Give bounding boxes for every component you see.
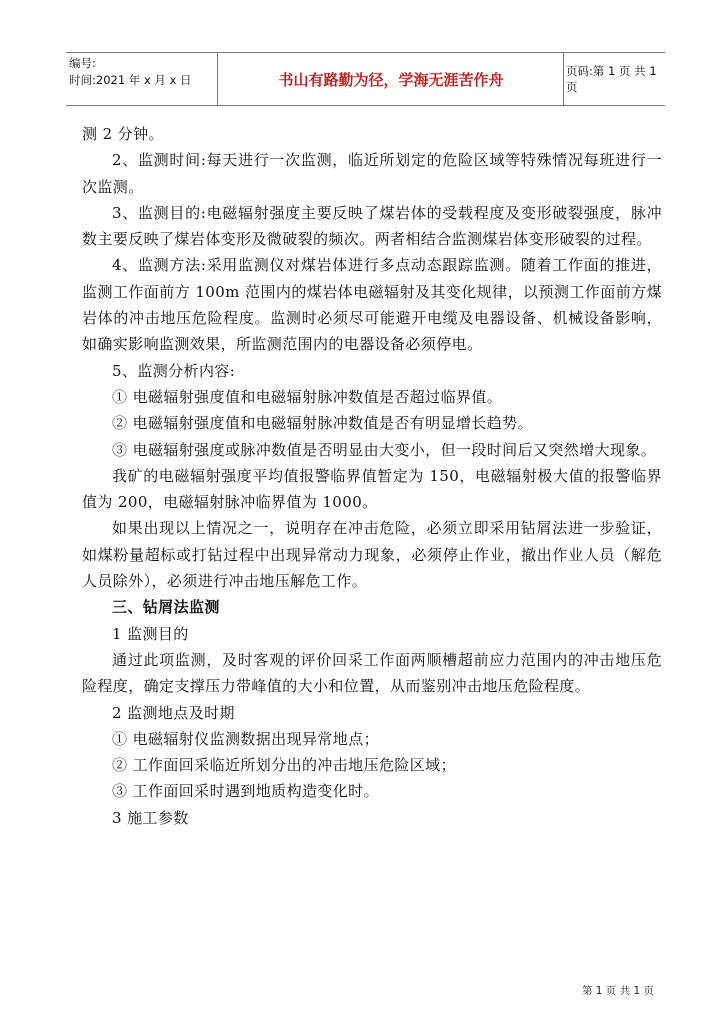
paragraph: 4、监测方法:采用监测仪对煤岩体进行多点动态跟踪监测。随着工作面的推进，监测工作面前方 100m 范围内的煤岩体电磁辐射及其变化规律，以预测工作面前方煤岩体的冲击地压危险程度。监测时必须尽可能避开电缆及电器设备、机械设备影响，如确实影响监测效果，所监测范围内的电器设备必须停电。 <box>82 256 662 354</box>
document-body <box>82 121 662 831</box>
number-label: 编号: <box>69 56 96 70</box>
paragraph: 2、监测时间:每天进行一次监测，临近所划定的危险区域等特殊情况每班进行一次监测。 <box>82 151 662 196</box>
list-item: ③ 电磁辐射强度或脉冲数值是否明显由大变小，但一段时间后又突然增大现象。 <box>112 440 657 459</box>
header-divider <box>563 53 564 105</box>
header-table <box>66 52 665 106</box>
section-heading: 三、钻屑法监测 <box>112 598 220 617</box>
paragraph: 5、监测分析内容: <box>112 361 236 380</box>
header-motto: 书山有路勤为径，学海无涯苦作舟 <box>278 70 504 89</box>
list-item: ① 电磁辐射仪监测数据出现异常地点； <box>112 729 379 748</box>
list-item: ③ 工作面回采时遇到地质构造变化时。 <box>112 782 379 801</box>
header-left-cell <box>69 55 219 89</box>
paragraph: 3、监测目的:电磁辐射强度主要反映了煤岩体的受载程度及变形破裂强度，脉冲数主要反映了煤岩体变形及微破裂的频次。两者相结合监测煤岩体变形破裂的过程。 <box>82 203 662 249</box>
list-item: ① 电磁辐射强度值和电磁辐射脉冲数值是否超过临界值。 <box>112 387 503 406</box>
list-item: ② 电磁辐射强度值和电磁辐射脉冲数值是否有明显增长趋势。 <box>112 414 533 433</box>
list-item: ② 工作面回采临近所划分出的冲击地压危险区域； <box>112 756 456 775</box>
header-page-info: 页码:第 1 页 共 1 页 <box>566 64 657 94</box>
paragraph: 通过此项监测，及时客观的评价回采工作面两顺槽超前应力范围内的冲击地压危险程度，确定支撑压力带峰值的大小和位置，从而鉴别冲击地压危险程度。 <box>82 650 662 696</box>
header-divider <box>217 53 218 105</box>
paragraph: 我矿的电磁辐射强度平均值报警临界值暂定为 150，电磁辐射极大值的报警临界值为 200，电磁辐射脉冲临界值为 1000。 <box>82 466 662 512</box>
time-label: 时间:2021 年 x 月 x 日 <box>69 73 192 87</box>
footer-page-number: 第 1 页 共 1 页 <box>581 985 654 997</box>
subheading: 1 监测目的 <box>112 624 189 643</box>
paragraph: 测 2 分钟。 <box>82 125 164 143</box>
subheading: 3 施工参数 <box>112 808 189 827</box>
paragraph: 如果出现以上情况之一，说明存在冲击危险，必须立即采用钻屑法进一步验证，如煤粉量超标或打钻过程中出现异常动力现象，必须停止作业，撤出作业人员（解危人员除外），必须进行冲击地压解危工作。 <box>82 519 662 591</box>
subheading: 2 监测地点及时期 <box>112 703 235 722</box>
